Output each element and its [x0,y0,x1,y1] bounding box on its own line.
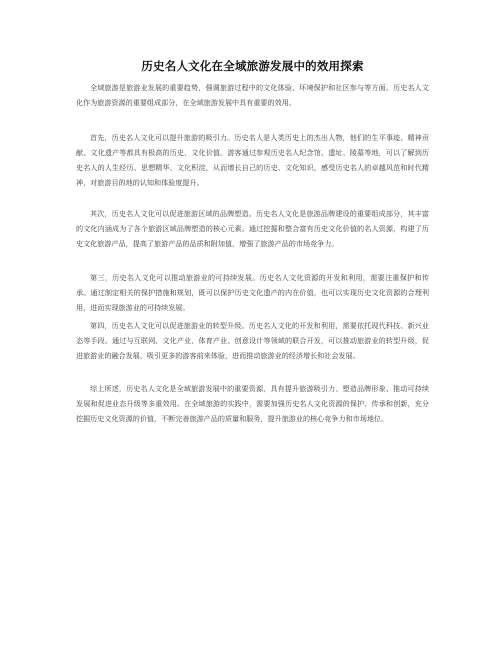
document-title: 历史名人文化在全域旅游发展中的效用探索 [141,59,364,73]
paragraph-first-point: 首先，历史名人文化可以提升旅游的吸引力。历史名人是人类历史上的杰出人物，他们的生平事迹、精神贡献、文化遗产等都具有极高的历史、文化价值。游客通过参观历史名人纪念馆、遗址、陵墓等地，可以了解到历史名人的人生经历、思想精华、文化积淀，从而增长自己的历史、文化知识，感受历史名人的卓越风范和时代精神，对旅游目的地的认知和体验度提升。 [76,133,429,187]
paragraph-third-point: 第三，历史名人文化可以推动旅游业的可持续发展。历史名人文化资源的开发和利用，需要注重保护和传承。通过制定相关的保护措施和规划，既可以保护历史文化遗产的内在价值，也可以实现历史文化资源的合理利用，进而实现旅游业的可持续发展。 [76,273,429,312]
paragraph-conclusion: 综上所述，历史名人文化是全域旅游发展中的重要资源，具有提升旅游吸引力、塑造品牌形象、推动可持续发展和促进业态升级等多重效用。在全域旅游的实践中，需要加强历史名人文化资源的保护、传承和创新，充分挖掘历史文化资源的价值，不断完善旅游产品的质量和服务，提升旅游业的核心竞争力和市场地位。 [76,384,429,423]
paragraph-second-point: 其次，历史名人文化可以促进旅游区域的品牌塑造。历史名人文化是旅游品牌建设的重要组成部分，其丰富的文化内涵成为了各个旅游区域品牌塑造的核心元素。通过挖掘和整合富有历史文化价值的名人资源，构建了历史文化旅游产品，提高了旅游产品的品质和附加值，增强了旅游产品的市场竞争力。 [76,209,429,248]
paragraph-intro: 全域旅游是旅游业发展的重要趋势，强调旅游过程中的文化体验、环境保护和社区参与等方面。历史名人文化作为旅游资源的重要组成部分，在全域旅游发展中具有重要的效用。 [76,83,429,107]
paragraph-fourth-point: 第四，历史名人文化可以促进旅游业的转型升级。历史名人文化的开发和利用，需要依托现代科技、新兴业态等手段。通过与互联网、文化产业、体育产业、创意设计等领域的联合开发，可以推动旅游业的转型升级，促进旅游业的融合发展，吸引更多的游客前来体验，进而推动旅游业的经济增长和社会发展。 [76,321,429,360]
